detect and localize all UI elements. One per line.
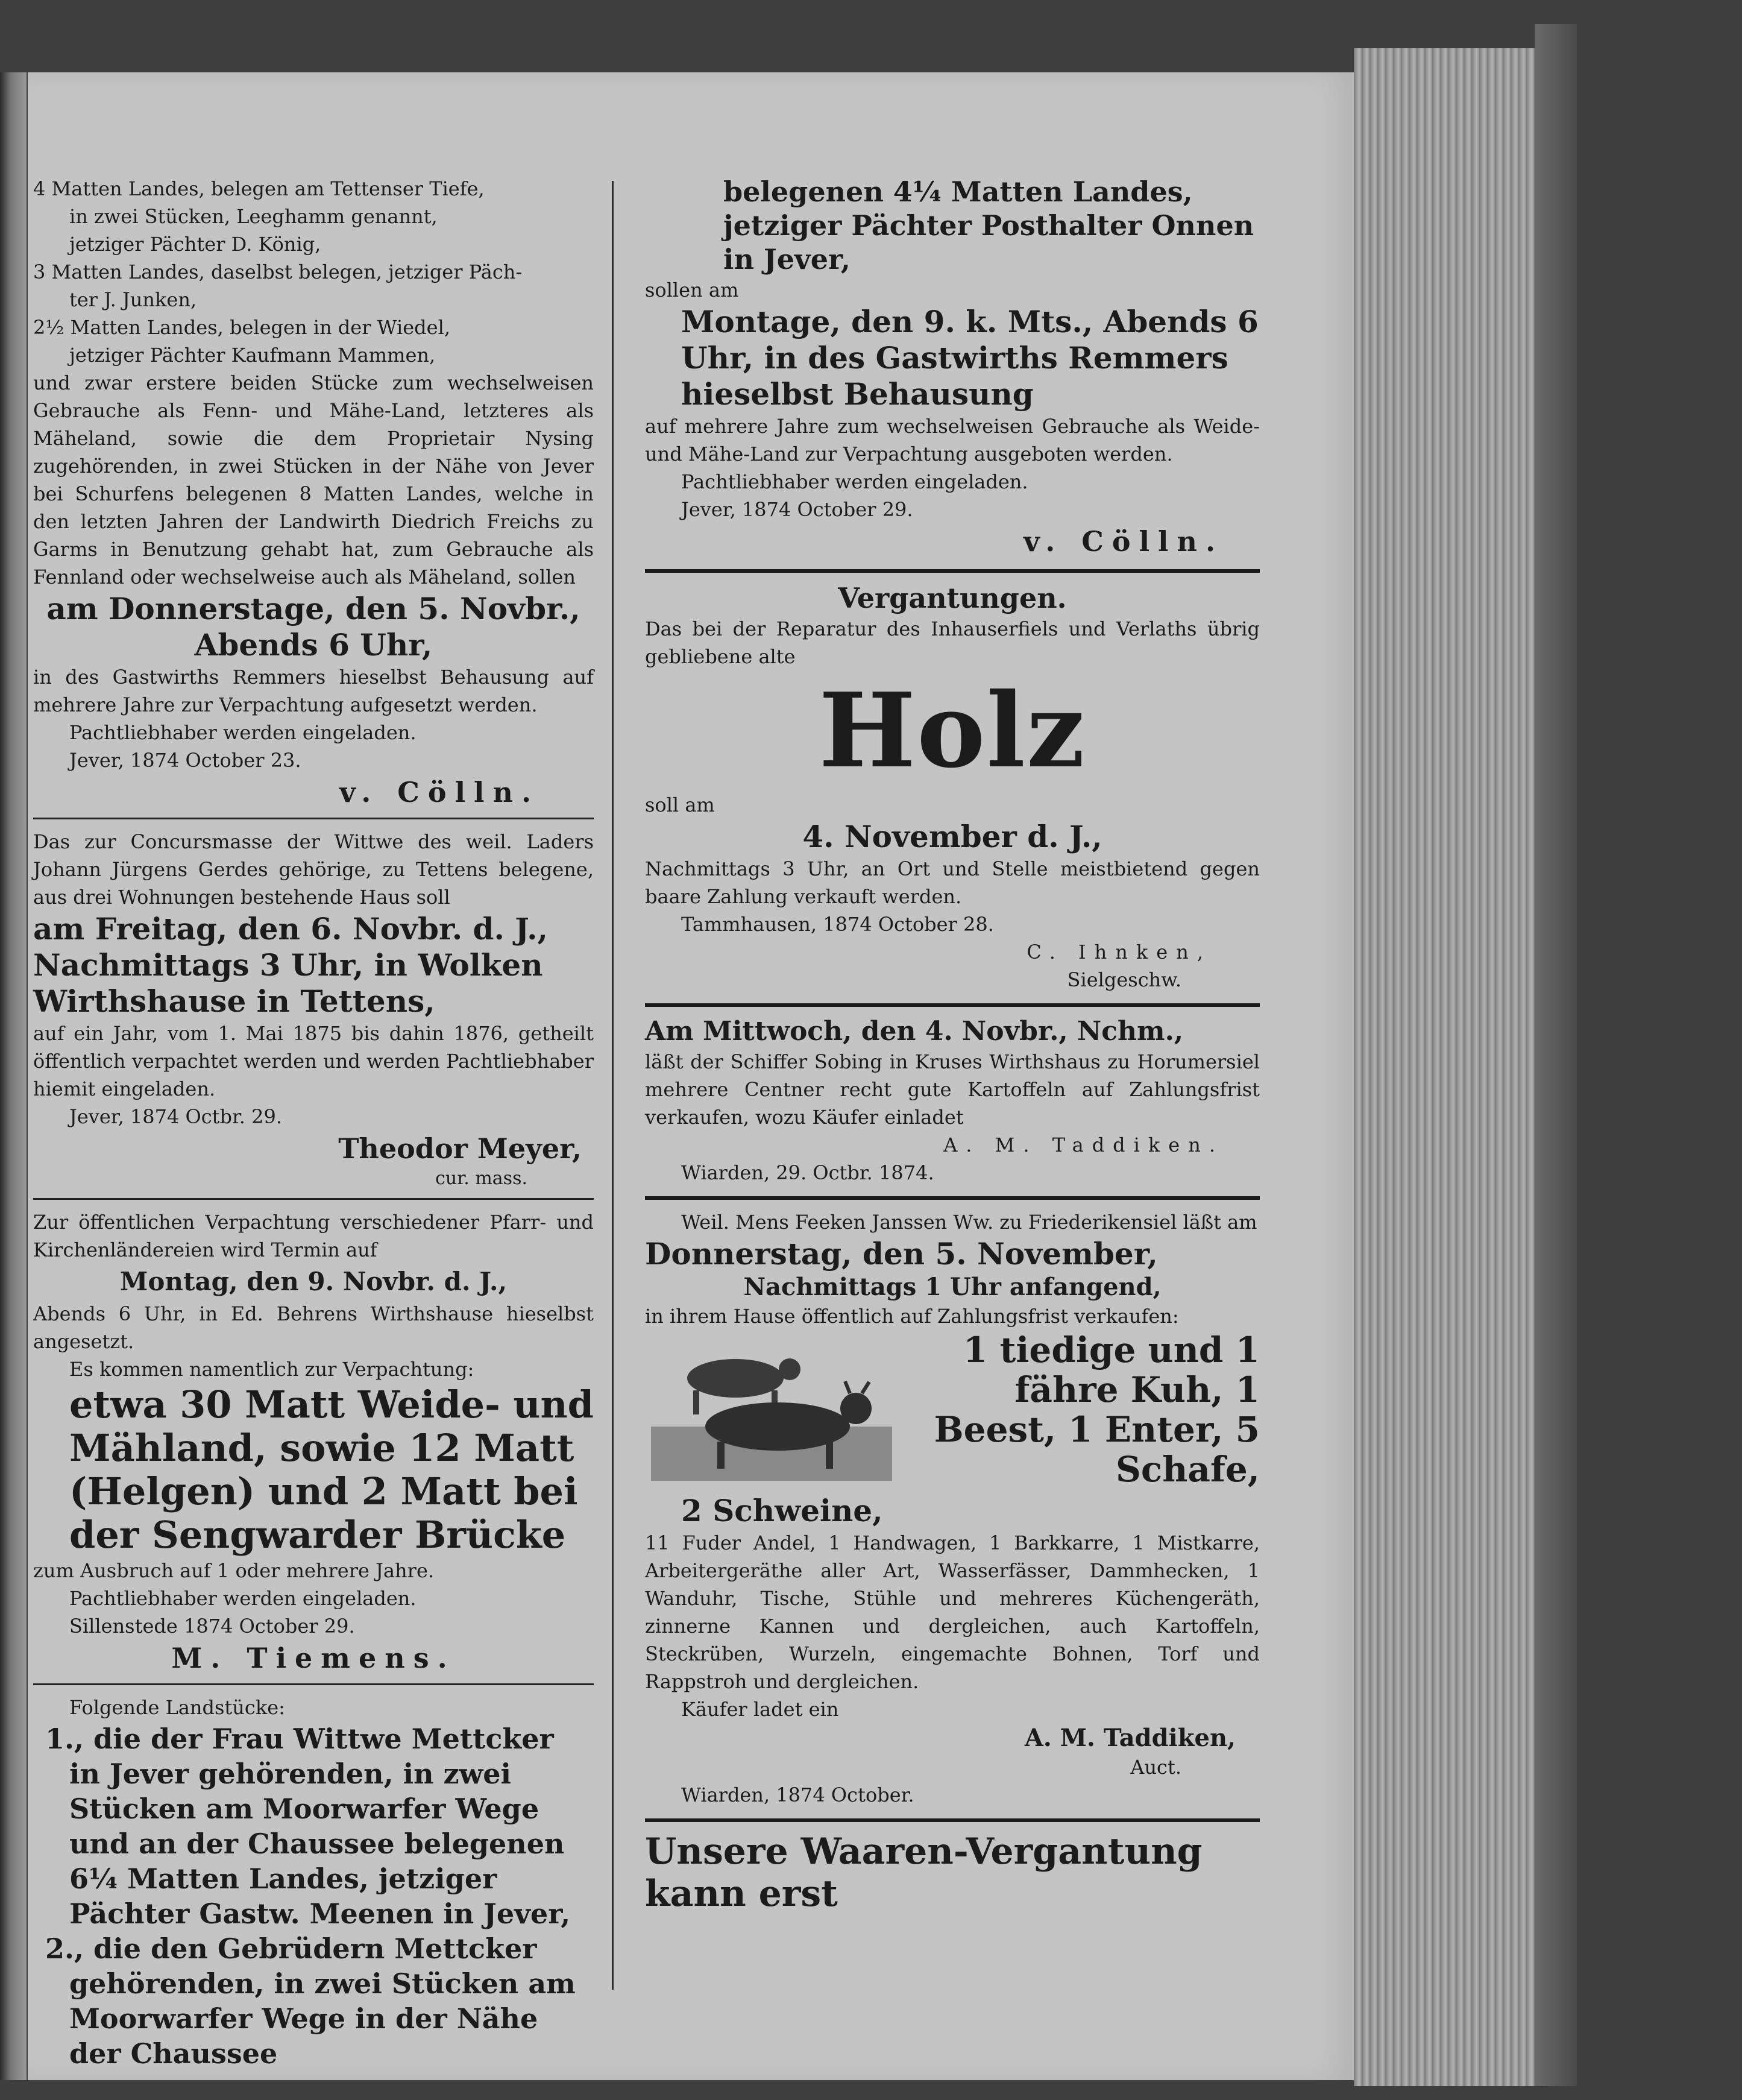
ad-separator — [645, 569, 1260, 573]
ad-body: läßt der Schiffer Sobing in Kruses Wirthshaus zu Horumersiel mehrere Centner recht gute Kartoffeln auf Zahlungsfrist verkaufen, wozu Käufer einladet — [645, 1050, 1260, 1129]
ad-livestock-auction — [645, 1208, 1260, 1809]
ad-list-item: 1., die der Frau Wittwe Mettcker in Jever gehörenden, in zwei Stücken am Moorwarfer Wege und an der Chaussee belegenen 6¼ Matten Landes, jetziger Pächter Gastw. Meenen in Jever, — [45, 1723, 571, 1930]
ad-body: in des Gastwirths Remmers hieselbst Behausung auf mehrere Jahre zur Verpachtung aufgesetzt werden. — [33, 666, 594, 716]
book-page-edges — [1354, 48, 1535, 2086]
ad-line: jetziger Pächter Kaufmann Mammen, — [69, 344, 436, 367]
ad-land-lease-coelln-2 — [645, 175, 1260, 560]
ad-waaren-vergantung — [645, 1830, 1260, 1915]
facing-page-edge — [0, 72, 27, 2080]
ad-body: zum Ausbruch auf 1 oder mehrere Jahre. — [33, 1559, 435, 1582]
ad-signature-sub: Sielgeschw. — [1067, 968, 1181, 991]
ad-body: Nachmittags 3 Uhr, an Ort und Stelle meistbietend gegen baare Zahlung verkauft werden. — [645, 857, 1260, 908]
ad-holz-auction — [645, 581, 1260, 994]
ad-line: 3 Matten Landes, daselbst belegen, jetziger Päch- — [33, 260, 523, 283]
ad-land-pieces — [33, 1694, 594, 2071]
ad-invite: Pachtliebhaber werden eingeladen. — [69, 721, 417, 744]
ad-line: jetziger Pächter D. König, — [69, 233, 321, 256]
ad-signature: Theodor Meyer, — [338, 1132, 582, 1165]
right-column — [645, 175, 1260, 1915]
ad-body: auf ein Jahr, vom 1. Mai 1875 bis dahin 1876, getheilt öffentlich verpachtet werden und werden Pachtliebhaber hiemit eingeladen. — [33, 1022, 594, 1100]
ad-time-heading: Abends 6 Uhr, — [194, 627, 433, 663]
ad-body: auf mehrere Jahre zum wechselweisen Gebrauche als Weide- und Mähe-Land zur Verpachtung ausgeboten werden. — [645, 415, 1260, 465]
ad-invite: Pachtliebhaber werden eingeladen. — [69, 1587, 417, 1610]
ad-place-date: Jever, 1874 October 29. — [681, 498, 913, 521]
ad-date-heading: Am Mittwoch, den 4. Novbr., Nchm., — [645, 1016, 1184, 1047]
ad-body: Abends 6 Uhr, in Ed. Behrens Wirthshause hieselbst angesetzt. — [33, 1302, 594, 1353]
ad-big-text: Unsere Waaren-Vergantung kann erst — [645, 1830, 1203, 1915]
ad-separator — [33, 1683, 594, 1685]
cattle-row — [645, 1330, 1260, 1493]
ad-body: Das bei der Reparatur des Inhauserfiels und Verlaths übrig gebliebene alte — [645, 617, 1260, 668]
ad-separator — [645, 1818, 1260, 1822]
ad-place-date: Wiarden, 1874 October. — [681, 1783, 914, 1806]
ad-place-date: Jever, 1874 October 23. — [69, 749, 301, 772]
ad-body: Weil. Mens Feeken Janssen Ww. zu Friederikensiel läßt am — [681, 1211, 1257, 1234]
ad-church-land-lease — [33, 1208, 594, 1676]
ad-concursmasse — [33, 828, 594, 1191]
ad-signature: A. M. Taddiken, — [1024, 1724, 1236, 1752]
ad-signature: A. M. Taddiken. — [943, 1134, 1224, 1156]
ad-signature: C. Ihnken, — [1027, 941, 1212, 963]
ad-date-heading: am Donnerstage, den 5. Novbr., — [46, 591, 580, 626]
ad-line: 4 Matten Landes, belegen am Tettenser Tiefe, — [33, 177, 485, 200]
ad-time-heading: Nachmittags 1 Uhr anfangend, — [743, 1273, 1162, 1301]
ad-big-text: 1 tiedige und 1 fähre Kuh, 1 Beest, 1 Enter, 5 Schafe, — [934, 1329, 1260, 1490]
ad-line: in zwei Stücken, Leeghamm genannt, — [69, 205, 438, 228]
ad-date-heading: 4. November d. J., — [802, 819, 1102, 854]
ad-body: Zur öffentlichen Verpachtung verschiedener Pfarr- und Kirchenländereien wird Termin auf — [33, 1211, 594, 1261]
ad-place-date: Tammhausen, 1874 October 28. — [681, 913, 994, 936]
ad-date-heading: am Freitag, den 6. Novbr. d. J., Nachmittags 3 Uhr, in Wolken Wirthshause in Tettens, — [33, 911, 548, 1019]
ad-separator — [645, 1196, 1260, 1200]
ad-signature: v. Cölln. — [339, 776, 539, 809]
ad-big-text: etwa 30 Matt Weide- und Mähland, sowie 12 Matt (Helgen) und 2 Matt bei der Sengwarder Brücke — [69, 1383, 594, 1557]
ad-signature: v. Cölln. — [1024, 525, 1224, 558]
ad-body: in ihrem Hause öffentlich auf Zahlungsfrist verkaufen: — [645, 1305, 1179, 1328]
ad-body: 11 Fuder Andel, 1 Handwagen, 1 Barkkarre, 1 Mistkarre, Arbeitergeräthe aller Art, Wasserfässer, Dammhecken, 1 Wanduhr, Tische, Stühle und mehreres Küchengeräth, zinnerne Kannen und dergleichen, auch Kartoffeln, Steckrüben, Wurzeln, eingemachte Bohnen, Torf und Rappstroh und dergleichen. — [645, 1531, 1260, 1693]
ad-big-text: belegenen 4¼ Matten Landes, jetziger Pächter Posthalter Onnen in Jever, — [723, 175, 1254, 276]
ad-big-text: 2 Schweine, — [681, 1493, 883, 1528]
column-divider — [612, 181, 614, 1990]
ad-separator — [33, 818, 594, 819]
ad-place-date: Wiarden, 29. Octbr. 1874. — [681, 1161, 934, 1184]
ad-signature: M. Tiemens. — [171, 1642, 456, 1674]
ad-invite: Käufer ladet ein — [681, 1698, 839, 1721]
ad-separator — [645, 1003, 1260, 1007]
ad-intro: Es kommen namentlich zur Verpachtung: — [69, 1358, 474, 1381]
ad-signature-sub: Auct. — [1130, 1756, 1181, 1779]
ad-line: ter J. Junken, — [69, 288, 197, 311]
livestock-list — [908, 1330, 1260, 1489]
ad-kartoffeln — [645, 1015, 1260, 1187]
ad-signature-sub: cur. mass. — [435, 1168, 527, 1189]
ad-body: soll am — [645, 793, 715, 816]
left-column — [33, 175, 594, 2071]
book-cover-edge — [1535, 24, 1577, 2086]
ad-invite: Pachtliebhaber werden eingeladen. — [681, 470, 1028, 493]
section-heading: Vergantungen. — [838, 582, 1067, 614]
ad-land-lease-coelln-1 — [33, 175, 594, 810]
ad-holz-headline: Holz — [819, 670, 1086, 791]
ad-list-item: 2., die den Gebrüdern Mettcker gehörenden, in zwei Stücken am Moorwarfer Wege in der Nähe der Chaussee — [45, 1932, 576, 2070]
cattle-illustration — [645, 1336, 898, 1493]
ad-date-heading: Montag, den 9. Novbr. d. J., — [119, 1267, 508, 1296]
ad-separator — [33, 1198, 594, 1200]
ad-body: sollen am — [645, 279, 739, 301]
ad-date-heading: Donnerstag, den 5. November, — [645, 1236, 1158, 1272]
ad-date-heading: Montage, den 9. k. Mts., Abends 6 Uhr, in des Gastwirths Remmers hieselbst Behausung — [681, 304, 1259, 412]
ad-place-date: Sillenstede 1874 October 29. — [69, 1615, 355, 1638]
ad-intro: Folgende Landstücke: — [69, 1696, 285, 1719]
ad-body: Das zur Concursmasse der Wittwe des weil. Laders Johann Jürgens Gerdes gehörige, zu Tettens belegene, aus drei Wohnungen bestehende Haus soll — [33, 830, 594, 909]
ad-line: 2½ Matten Landes, belegen in der Wiedel, — [33, 316, 450, 339]
ad-body: und zwar erstere beiden Stücke zum wechselweisen Gebrauche als Fenn- und Mähe-Land, letzteres als Mäheland, sowie die dem Proprietair Nysing zugehörenden, in zwei Stücken in der Nähe von Jever bei Schurfens belegenen 8 Matten Landes, welche in den letzten Jahren der Landwirth Diedrich Freichs zu Garms in Benutzung gehabt hat, zum Gebrauche als Fennland oder wechselweise auch als Mäheland, sollen — [33, 371, 594, 588]
ad-place-date: Jever, 1874 Octbr. 29. — [69, 1105, 283, 1128]
